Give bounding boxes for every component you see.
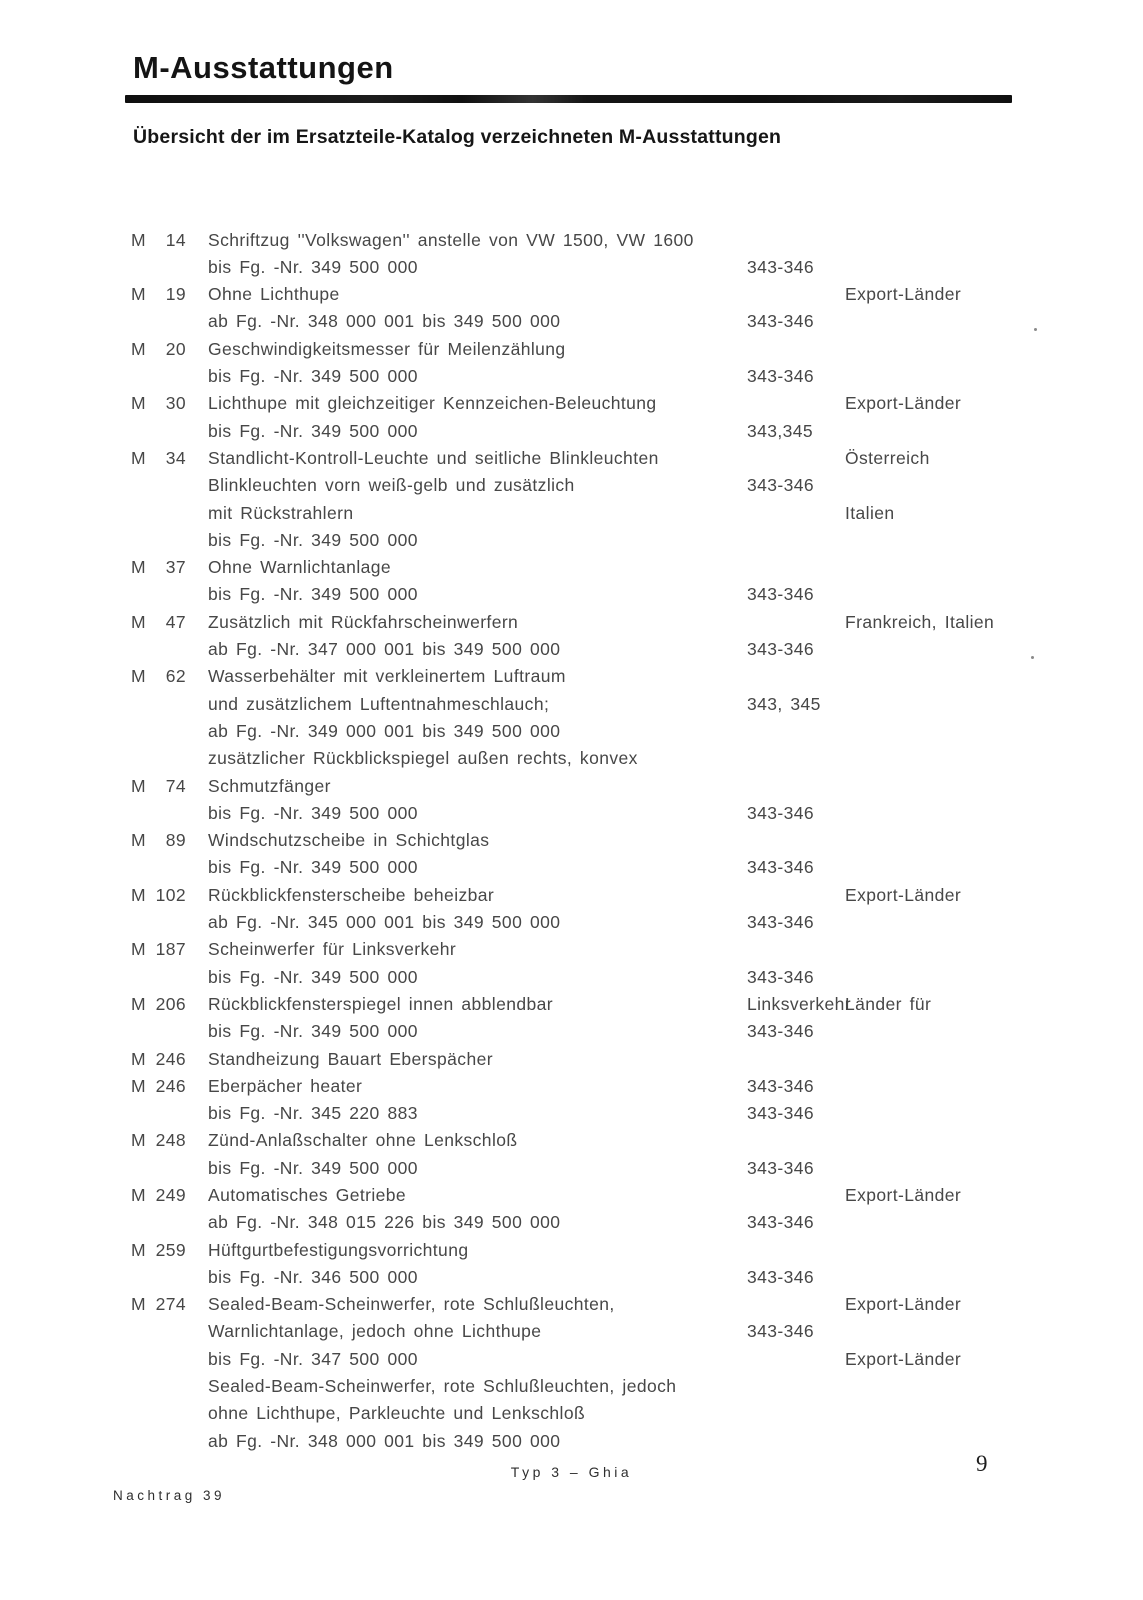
region-text: Italien	[845, 502, 895, 523]
m-code-number: 89	[165, 830, 186, 851]
m-code-number: 274	[155, 1294, 186, 1315]
model-codes: 343, 345	[747, 693, 821, 714]
description-text: Hüftgurtbefestigungsvorrichtung	[208, 1239, 469, 1260]
description-text: Warnlichtanlage, jedoch ohne Lichthupe	[208, 1321, 542, 1342]
m-code-number: 20	[165, 338, 186, 359]
description-text: Schriftzug ''Volkswagen'' anstelle von VW 1500, VW 1600	[208, 229, 694, 250]
description-text: bis Fg. -Nr. 349 500 000	[208, 256, 418, 277]
m-code-letter: M	[131, 447, 146, 468]
m-code-letter: M	[131, 830, 146, 851]
model-codes: 343-346	[747, 802, 815, 823]
m-code-letter: M	[131, 611, 146, 632]
m-code-number: 74	[165, 775, 186, 796]
region-text: Österreich	[845, 447, 930, 468]
title-underline-rule	[125, 95, 1012, 103]
description-text: ab Fg. -Nr. 348 000 001 bis 349 500 000	[208, 311, 561, 332]
description-text: Ohne Warnlichtanlage	[208, 557, 392, 578]
description-text: bis Fg. -Nr. 347 500 000	[208, 1348, 418, 1369]
m-code-number: 47	[165, 611, 186, 632]
model-codes: 343,345	[747, 420, 814, 441]
description-text: Wasserbehälter mit verkleinertem Luftraum	[208, 666, 566, 687]
m-code-letter: M	[131, 557, 146, 578]
region-text: Frankreich, Italien	[845, 611, 995, 632]
description-text: bis Fg. -Nr. 349 500 000	[208, 1021, 418, 1042]
m-code-number: 259	[155, 1239, 186, 1260]
scan-speck	[1031, 656, 1034, 659]
page-number: 9	[976, 1451, 988, 1476]
description-text: ab Fg. -Nr. 348 000 001 bis 349 500 000	[208, 1430, 561, 1451]
m-code-letter: M	[131, 1184, 146, 1205]
model-codes: 343-346	[747, 584, 815, 605]
region-text: Länder für	[845, 993, 932, 1014]
m-code-letter: M	[131, 666, 146, 687]
footer-supplement-label: Nachtrag 39	[113, 1488, 226, 1503]
region-text: Export-Länder	[845, 1348, 962, 1369]
region-text: Export-Länder	[845, 1184, 962, 1205]
region-text: Export-Länder	[845, 884, 962, 905]
model-codes: 343-346	[747, 1212, 815, 1233]
model-codes: Linksverkehr	[747, 993, 852, 1014]
description-text: Blinkleuchten vorn weiß-gelb und zusätzlich	[208, 475, 575, 496]
m-code-letter: M	[131, 993, 146, 1014]
description-text: Automatisches Getriebe	[208, 1184, 407, 1205]
m-code-number: 246	[155, 1075, 186, 1096]
region-text: Export-Länder	[845, 1294, 962, 1315]
model-codes: 343-346	[747, 857, 815, 878]
m-code-letter: M	[131, 1048, 146, 1069]
region-text: Export-Länder	[845, 284, 962, 305]
description-text: bis Fg. -Nr. 349 500 000	[208, 366, 418, 387]
m-code-number: 62	[165, 666, 186, 687]
description-text: bis Fg. -Nr. 349 500 000	[208, 420, 418, 441]
description-text: Zünd-Anlaßschalter ohne Lenkschloß	[208, 1130, 518, 1151]
m-code-letter: M	[131, 1075, 146, 1096]
m-code-letter: M	[131, 393, 146, 414]
model-codes: 343-346	[747, 966, 815, 987]
description-text: mit Rückstrahlern	[208, 502, 354, 523]
description-text: bis Fg. -Nr. 346 500 000	[208, 1266, 418, 1287]
description-text: und zusätzlichem Luftentnahmeschlauch;	[208, 693, 550, 714]
m-code-number: 102	[155, 884, 186, 905]
description-text: ab Fg. -Nr. 348 015 226 bis 349 500 000	[208, 1212, 561, 1233]
m-code-number: 14	[165, 229, 186, 250]
model-codes: 343-346	[747, 256, 815, 277]
m-code-number: 249	[155, 1184, 186, 1205]
description-text: Scheinwerfer für Linksverkehr	[208, 939, 457, 960]
m-code-number: 19	[165, 284, 186, 305]
description-text: Standlicht-Kontroll-Leuchte und seitliche Blinkleuchten	[208, 447, 659, 468]
section-subtitle: Übersicht der im Ersatzteile-Katalog verzeichneten M-Ausstattungen	[133, 126, 782, 148]
description-text: ab Fg. -Nr. 347 000 001 bis 349 500 000	[208, 639, 561, 660]
m-code-letter: M	[131, 939, 146, 960]
m-code-number: 37	[165, 557, 186, 578]
region-text: Export-Länder	[845, 393, 962, 414]
m-code-letter: M	[131, 338, 146, 359]
m-code-letter: M	[131, 1239, 146, 1260]
description-text: Geschwindigkeitsmesser für Meilenzählung	[208, 338, 566, 359]
model-codes: 343-346	[747, 366, 815, 387]
description-text: Lichthupe mit gleichzeitiger Kennzeichen-Beleuchtung	[208, 393, 657, 414]
m-code-letter: M	[131, 884, 146, 905]
description-text: Rückblickfensterspiegel innen abblendbar	[208, 993, 553, 1014]
m-code-number: 246	[155, 1048, 186, 1069]
model-codes: 343-346	[747, 1103, 815, 1124]
model-codes: 343-346	[747, 475, 815, 496]
m-code-number: 187	[155, 939, 186, 960]
description-text: Eberpächer heater	[208, 1075, 363, 1096]
description-text: Rückblickfensterscheibe beheizbar	[208, 884, 495, 905]
description-text: bis Fg. -Nr. 349 500 000	[208, 529, 418, 550]
m-code-letter: M	[131, 1130, 146, 1151]
description-text: bis Fg. -Nr. 349 500 000	[208, 857, 418, 878]
m-code-number: 248	[155, 1130, 186, 1151]
description-text: ohne Lichthupe, Parkleuchte und Lenkschloß	[208, 1403, 586, 1424]
description-text: Ohne Lichthupe	[208, 284, 340, 305]
m-code-number: 30	[165, 393, 186, 414]
equipment-list	[0, 172, 1143, 1451]
m-code-number: 206	[155, 993, 186, 1014]
model-codes: 343-346	[747, 1321, 815, 1342]
footer-model-label: Typ 3 – Ghia	[510, 1464, 633, 1480]
description-text: Standheizung Bauart Eberspächer	[208, 1048, 493, 1069]
description-text: bis Fg. -Nr. 345 220 883	[208, 1103, 418, 1124]
description-text: Sealed-Beam-Scheinwerfer, rote Schlußleuchten,	[208, 1294, 615, 1315]
description-text: bis Fg. -Nr. 349 500 000	[208, 802, 418, 823]
m-code-number: 34	[165, 447, 186, 468]
description-text: ab Fg. -Nr. 345 000 001 bis 349 500 000	[208, 912, 561, 933]
description-text: zusätzlicher Rückblickspiegel außen rechts, konvex	[208, 748, 638, 769]
description-text: Zusätzlich mit Rückfahrscheinwerfern	[208, 611, 519, 632]
description-text: Sealed-Beam-Scheinwerfer, rote Schlußleuchten, jedoch	[208, 1376, 677, 1397]
model-codes: 343-346	[747, 1021, 815, 1042]
model-codes: 343-346	[747, 639, 815, 660]
m-code-letter: M	[131, 775, 146, 796]
m-code-letter: M	[131, 1294, 146, 1315]
description-text: bis Fg. -Nr. 349 500 000	[208, 1157, 418, 1178]
description-text: Schmutzfänger	[208, 775, 331, 796]
scan-speck	[1034, 328, 1037, 331]
description-text: Windschutzscheibe in Schichtglas	[208, 830, 490, 851]
page-title: M-Ausstattungen	[133, 50, 394, 85]
m-code-letter: M	[131, 284, 146, 305]
model-codes: 343-346	[747, 311, 815, 332]
m-code-letter: M	[131, 229, 146, 250]
model-codes: 343-346	[747, 1075, 815, 1096]
model-codes: 343-346	[747, 1266, 815, 1287]
description-text: ab Fg. -Nr. 349 000 001 bis 349 500 000	[208, 720, 561, 741]
model-codes: 343-346	[747, 1157, 815, 1178]
model-codes: 343-346	[747, 912, 815, 933]
description-text: bis Fg. -Nr. 349 500 000	[208, 584, 418, 605]
description-text: bis Fg. -Nr. 349 500 000	[208, 966, 418, 987]
